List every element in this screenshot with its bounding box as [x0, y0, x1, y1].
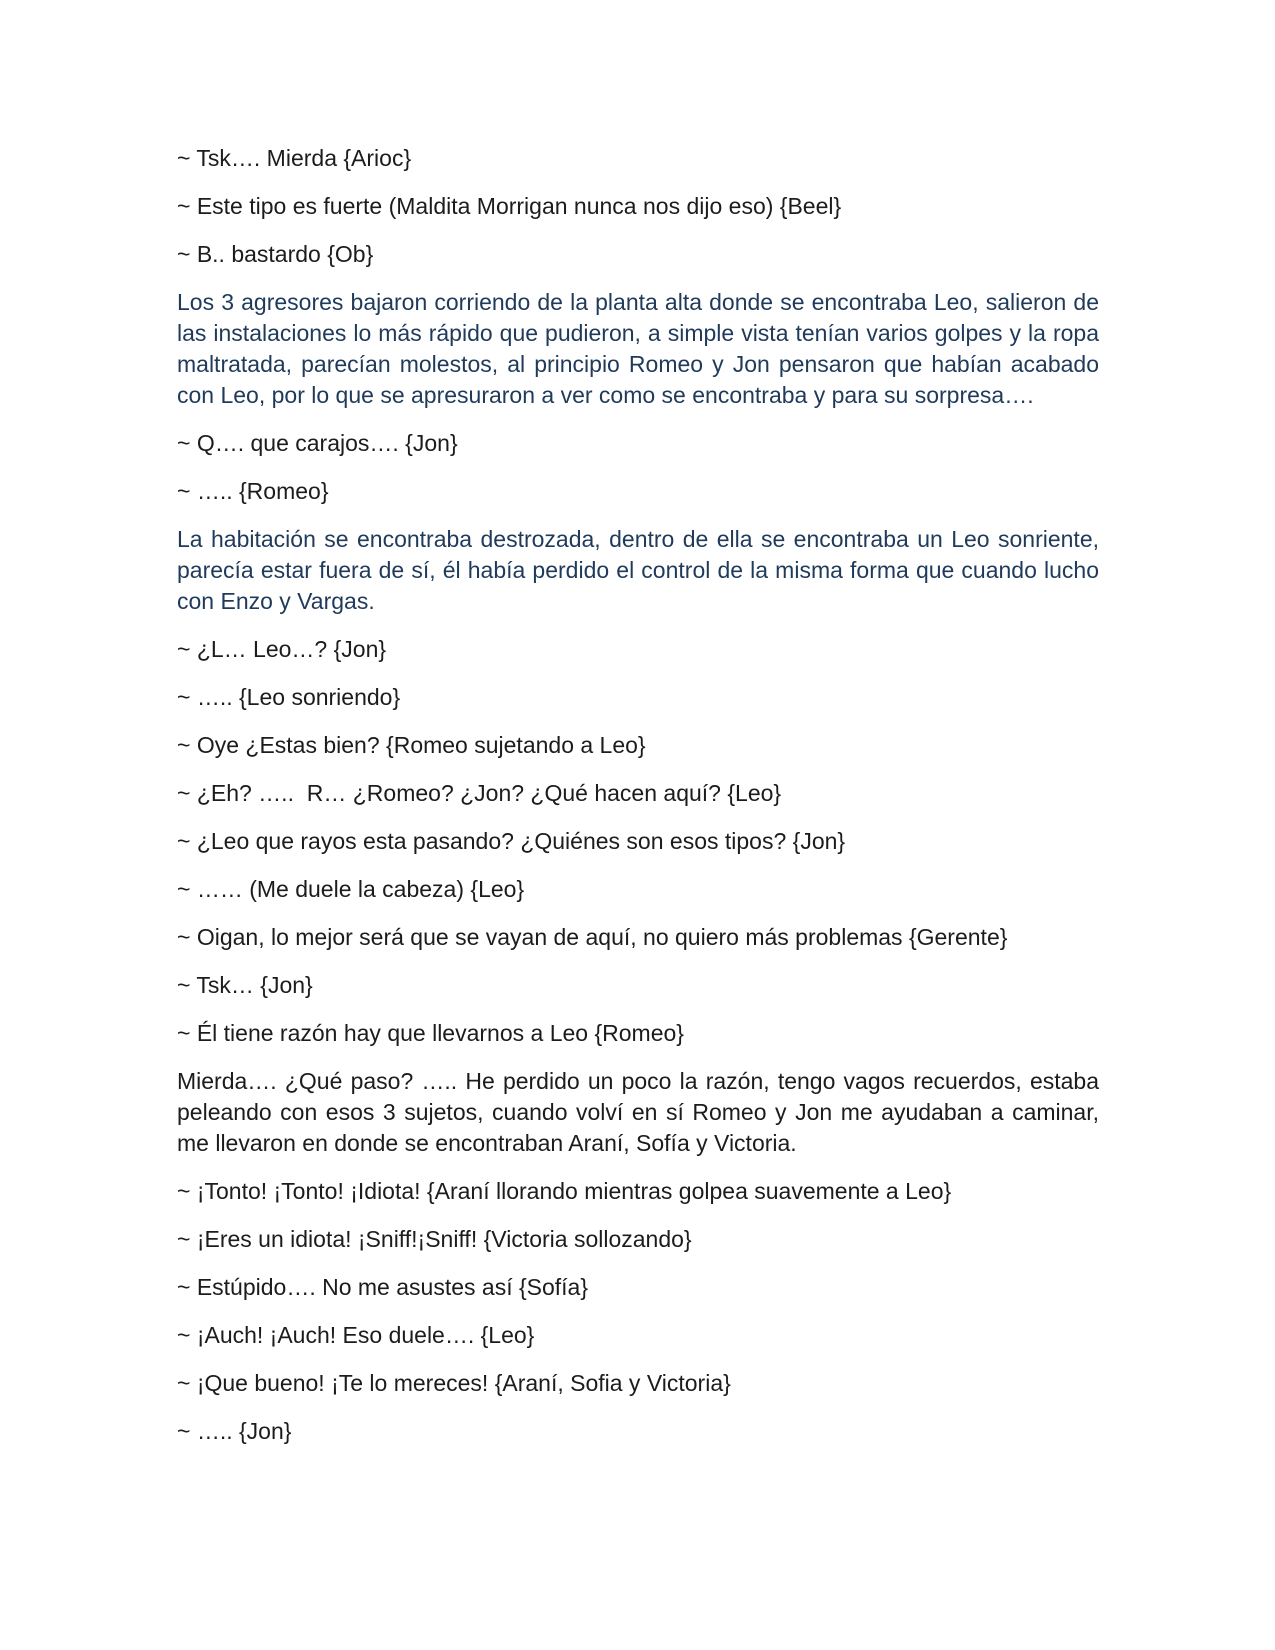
dialogue-line: ~ ….. {Romeo} — [177, 478, 329, 504]
dialogue-line: ~ ….. {Jon} — [177, 1418, 292, 1444]
dialogue-line: ~ ¿L… Leo…? {Jon} — [177, 636, 387, 662]
dialogue-line: ~ ¿Eh? ….. R… ¿Romeo? ¿Jon? ¿Qué hacen aquí? {Leo} — [177, 780, 782, 806]
dialogue-line: ~ Tsk…. Mierda {Arioc} — [177, 145, 412, 171]
narration-paragraph: Mierda…. ¿Qué paso? ….. He perdido un poco la razón, tengo vagos recuerdos, estaba peleando con esos 3 sujetos, cuando volví en sí Romeo y Jon me ayudaban a caminar, me llevaron en donde se encontraban Araní, Sofía y Victoria. — [177, 1068, 1106, 1156]
dialogue-line: ~ ….. {Leo sonriendo} — [177, 684, 401, 710]
dialogue-line: ~ Q…. que carajos…. {Jon} — [177, 430, 458, 456]
dialogue-line: ~ ¡Auch! ¡Auch! Eso duele…. {Leo} — [177, 1322, 535, 1348]
dialogue-line: ~ Oye ¿Estas bien? {Romeo sujetando a Leo} — [177, 732, 646, 758]
narration-paragraph: Los 3 agresores bajaron corriendo de la planta alta donde se encontraba Leo, salieron de las instalaciones lo más rápido que pudieron, a simple vista tenían varios golpes y la ropa maltratada, parecían molestos, al principio Romeo y Jon pensaron que habían acabado con Leo, por lo que se apresuraron a ver como se encontraba y para su sorpresa…. — [177, 289, 1106, 408]
page-content — [177, 143, 1106, 1464]
dialogue-line: ~ Tsk… {Jon} — [177, 972, 313, 998]
dialogue-line: ~ …… (Me duele la cabeza) {Leo} — [177, 876, 525, 902]
dialogue-line: ~ Oigan, lo mejor será que se vayan de aquí, no quiero más problemas {Gerente} — [177, 924, 1008, 950]
dialogue-line: ~ ¡Que bueno! ¡Te lo mereces! {Araní, Sofia y Victoria} — [177, 1370, 731, 1396]
dialogue-line: ~ ¡Eres un idiota! ¡Sniff!¡Sniff! {Victoria sollozando} — [177, 1226, 692, 1252]
narration-paragraph: La habitación se encontraba destrozada, dentro de ella se encontraba un Leo sonriente, parecía estar fuera de sí, él había perdido el control de la misma forma que cuando lucho con Enzo y Vargas. — [177, 526, 1106, 614]
dialogue-line: ~ ¡Tonto! ¡Tonto! ¡Idiota! {Araní llorando mientras golpea suavemente a Leo} — [177, 1178, 952, 1204]
dialogue-line: ~ Este tipo es fuerte (Maldita Morrigan nunca nos dijo eso) {Beel} — [177, 193, 842, 219]
dialogue-line: ~ Él tiene razón hay que llevarnos a Leo {Romeo} — [177, 1020, 684, 1046]
dialogue-line: ~ Estúpido…. No me asustes así {Sofía} — [177, 1274, 589, 1300]
dialogue-line: ~ ¿Leo que rayos esta pasando? ¿Quiénes son esos tipos? {Jon} — [177, 828, 846, 854]
dialogue-line: ~ B.. bastardo {Ob} — [177, 241, 374, 267]
